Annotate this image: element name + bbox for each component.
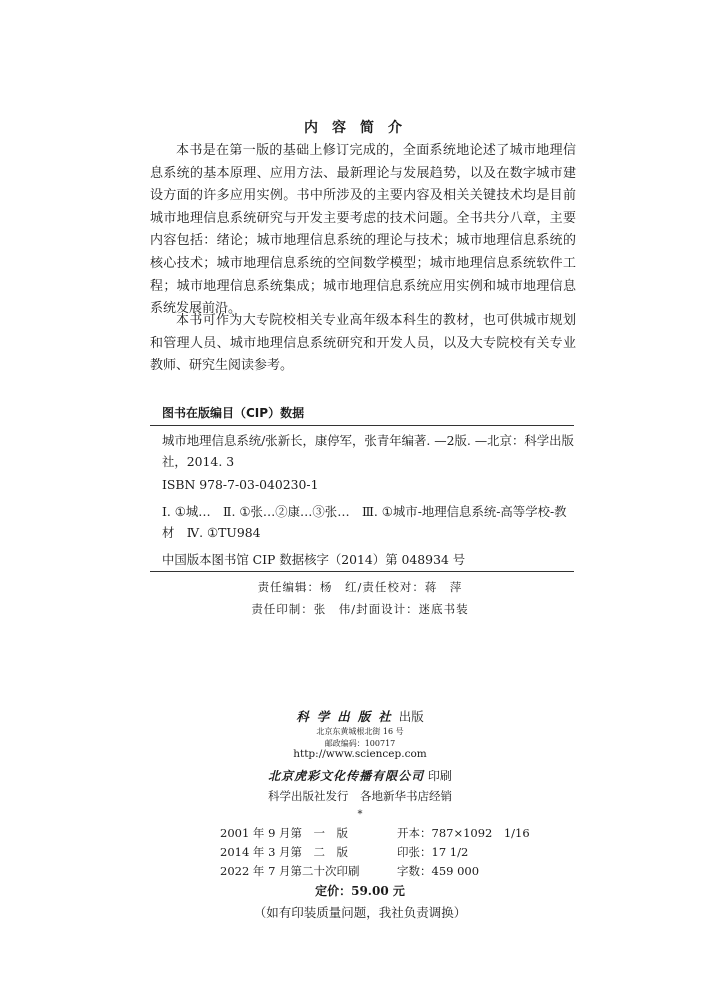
publisher-url: http://www.sciencep.com xyxy=(293,748,427,760)
edition-info: 开本：787×1092 1/16 xyxy=(397,826,530,840)
publisher-name: 科学出版社 xyxy=(296,709,399,724)
edition-date: 2001 年 9 月第 一 版 xyxy=(220,826,349,840)
cip-bottom-rule xyxy=(150,571,574,572)
summary-title: 内容简介 xyxy=(304,120,416,136)
printer-line xyxy=(0,767,720,784)
cip-bibliographic-line: 城市地理信息系统/张新长，康停军，张青年编著. —2版. —北京：科学出版社，2014. 3 xyxy=(162,433,574,469)
cip-heading: 图书在版编目（CIP）数据 xyxy=(162,406,305,420)
cip-record-number: 中国版本图书馆 CIP 数据核字（2014）第 048934 号 xyxy=(162,552,466,567)
cip-classification: Ⅰ. ①城… Ⅱ. ①张…②康…③张… Ⅲ. ①城市-地理信息系统-高等学校-教材 Ⅳ. ①TU984 xyxy=(162,504,567,540)
summary-paragraph-1: 本书是在第一版的基础上修订完成的，全面系统地论述了城市地理信息系统的基本原理、应用方法、最新理论与发展趋势，以及在数字城市建设方面的许多应用实例。书中所涉及的主要内容及相关关键技术均是目前城市地理信息系统研究与开发主要考虑的技术问题。全书共分八章，主要内容包括：绪论；城市地理信息系统的理论与技术；城市地理信息系统的核心技术；城市地理信息系统的空间数学模型；城市地理信息系统软件工程；城市地理信息系统集成；城市地理信息系统应用实例和城市地理信息系统发展前沿。 xyxy=(150,143,576,317)
publisher-address-block xyxy=(0,726,720,750)
price: 定价：59.00 元 xyxy=(315,884,405,898)
printer-name: 北京虎彩文化传播有限公司 xyxy=(268,769,425,783)
print-cover-design-line: 责任印制：张 伟/封面设计：迷底书装 xyxy=(251,602,469,616)
edition-date: 2022 年 7 月第二十次印刷 xyxy=(220,864,360,878)
publisher-suffix: 出版 xyxy=(398,709,424,724)
separator-star: * xyxy=(357,809,363,820)
publisher-address: 北京东黄城根北街 16 号 xyxy=(316,727,404,736)
distribution-line: 科学出版社发行 各地新华书店经销 xyxy=(268,789,452,803)
cip-isbn: ISBN 978-7-03-040230-1 xyxy=(162,477,319,492)
edition-info: 印张：17 1/2 xyxy=(397,845,469,859)
editor-proofreader-line: 责任编辑：杨 红/责任校对：蒋 萍 xyxy=(257,580,463,594)
summary-paragraph-2: 本书可作为大专院校相关专业高年级本科生的教材，也可供城市规划和管理人员、城市地理信息系统研究和开发人员，以及大专院校有关专业教师、研究生阅读参考。 xyxy=(150,313,576,374)
publisher-postcode: 邮政编码：100717 xyxy=(324,739,396,748)
edition-row xyxy=(220,825,530,841)
publisher-line xyxy=(0,707,720,725)
edition-row xyxy=(220,844,468,860)
edition-date: 2014 年 3 月第 二 版 xyxy=(220,845,349,859)
edition-info: 字数：459 000 xyxy=(397,864,480,878)
edition-row xyxy=(220,863,479,879)
quality-note: （如有印装质量问题，我社负责调换） xyxy=(253,905,467,920)
cip-top-rule xyxy=(150,425,574,426)
printer-suffix: 印刷 xyxy=(427,769,452,783)
